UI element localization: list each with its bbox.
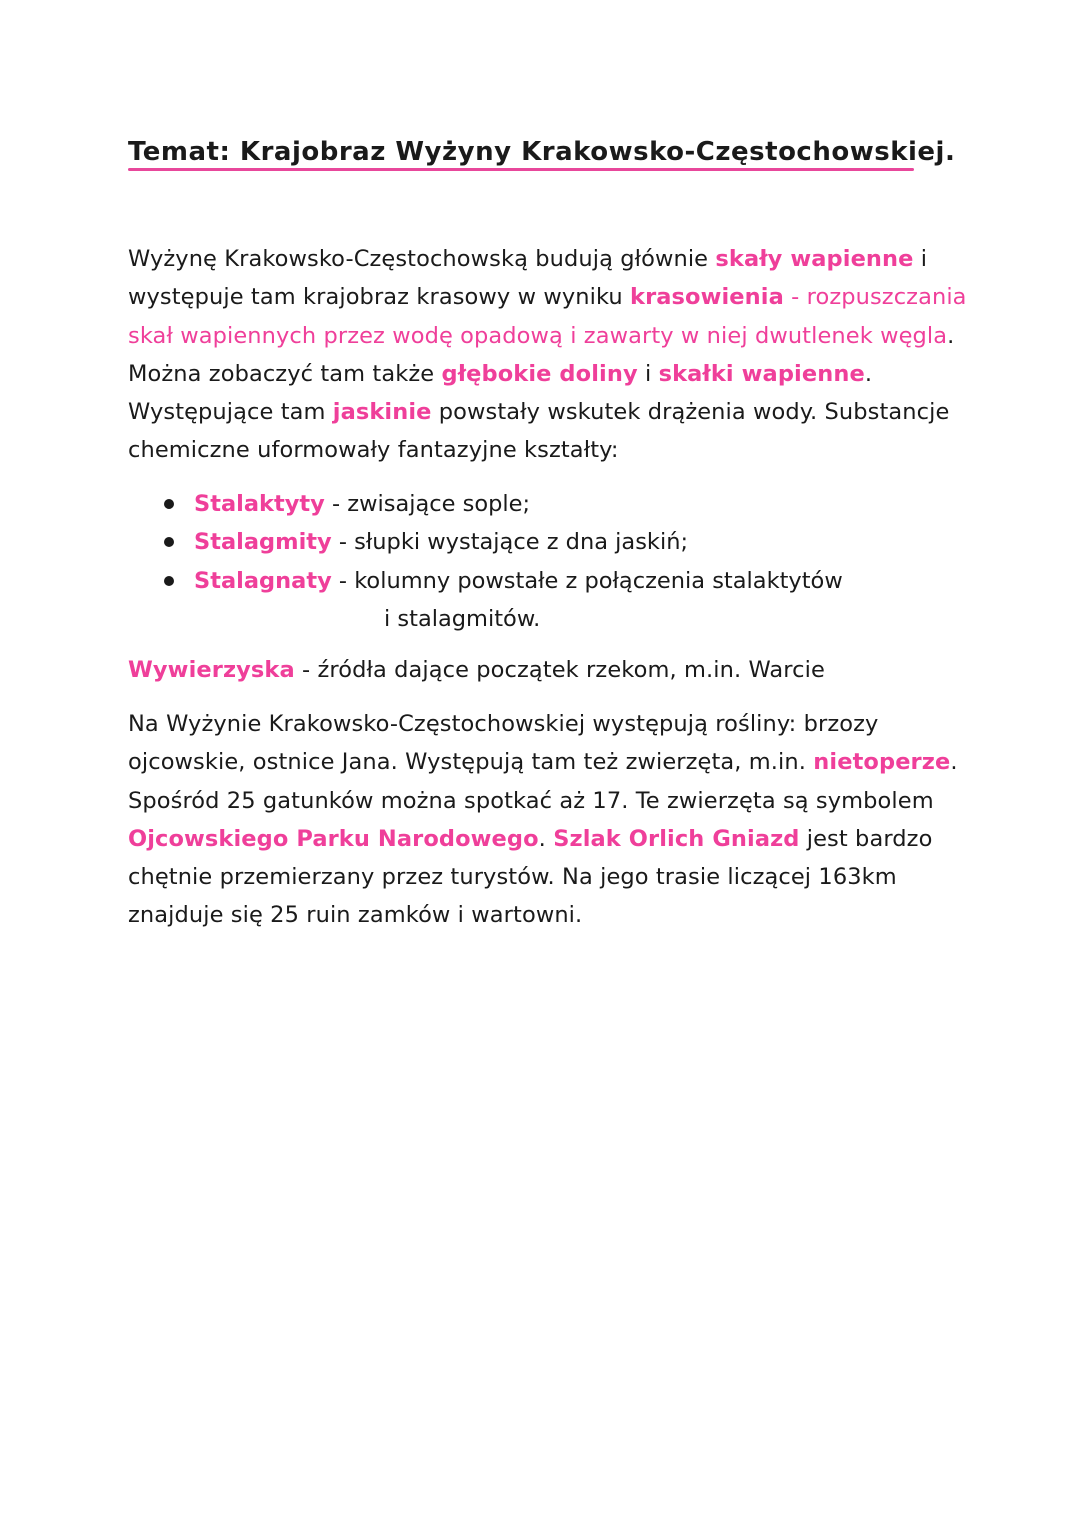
bullet-desc-continuation: i stalagmitów. [384,605,541,632]
p1-text-1: Wyżynę Krakowsko-Częstochowską budują głównie [128,246,716,272]
bullet-desc: - kolumny powstałe z połączenia stalaktytów [331,567,843,594]
p1-text-4: i [637,360,659,387]
bullet-desc: - zwisające sople; [324,491,531,517]
page-title: Temat: Krajobraz Wyżyny Krakowsko-Częstochowskiej. [128,137,956,167]
p1-text-5: . Występujące tam [128,360,873,426]
p3-text-1: Na Wyżynie Krakowsko-Częstochowskiej występują rośliny: brzozy ojcowskie, ostnice Jana. Występują tam też zwierzęta, m.in. [128,711,879,776]
p1-highlight-definition: - rozpuszczania skał wapiennych przez wodę opadową i zawarty w niej dwutlenek węgla [128,284,967,349]
paragraph-karst [128,240,968,470]
p1-highlight-karstification: krasowienia [630,284,784,311]
p1-highlight-caves: jaskinie [332,399,432,426]
p2-term: Wywierzyska [128,657,295,683]
p1-highlight-limestone: skały wapienne [715,246,914,272]
title-underline [128,168,914,171]
p3-highlight-bats: nietoperze [813,749,951,776]
p3-text-2: . Spośród 25 gatunków można spotkać aż 17. Te zwierzęta są symbolem [128,749,958,814]
bullet-term: Stalagmity [194,529,332,556]
bullet-dot-icon [164,499,174,509]
p1-text-2: i występuje tam krajobraz krasowy w wyniku [128,246,928,311]
p1-text-3: . Można zobaczyć tam także [128,322,955,387]
cave-formations-list [160,485,960,638]
p1-text-6: powstały wskutek drążenia wody. Substancje chemiczne uformowały fantazyjne kształty: [128,399,950,464]
bullet-desc: - słupki wystające z dna jaskiń; [331,529,689,556]
paragraph-flora-fauna [128,705,968,935]
p2-text: - źródła dające początek rzekom, m.in. Warcie [294,657,825,683]
bullet-dot-icon [164,576,174,586]
p3-text-3: . [538,825,554,852]
list-item [160,523,960,561]
title-block [128,134,956,170]
bullet-term: Stalagnaty [194,567,332,594]
p3-highlight-trail: Szlak Orlich Gniazd [553,825,800,852]
list-item [160,562,960,639]
p3-highlight-park: Ojcowskiego Parku Narodowego [128,825,539,852]
list-item [160,485,960,523]
p1-highlight-valleys: głębokie doliny [441,360,638,387]
p1-highlight-rocks: skałki wapienne [658,360,865,387]
bullet-dot-icon [164,537,174,547]
bullet-term: Stalaktyty [194,491,325,517]
paragraph-springs [128,651,968,689]
p3-text-4: jest bardzo chętnie przemierzany przez turystów. Na jego trasie liczącej 163km znajduje się 25 ruin zamków i wartowni. [128,825,933,929]
